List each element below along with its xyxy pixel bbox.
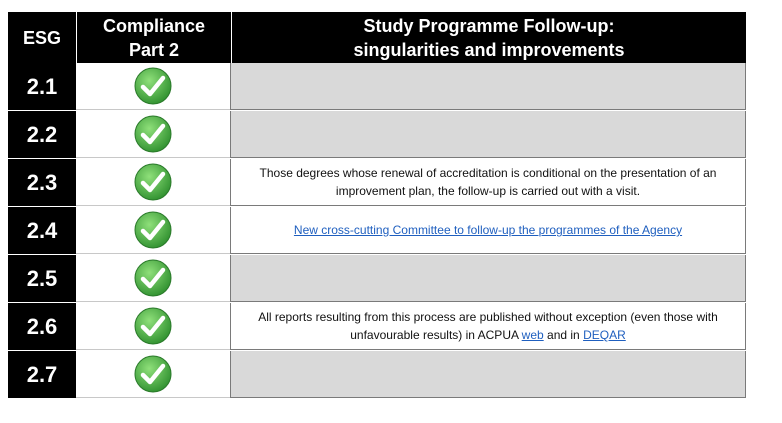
compliance-cell: [76, 207, 230, 254]
table-row: [8, 207, 746, 255]
compliance-cell: [76, 63, 230, 110]
check-circle-icon: [133, 258, 173, 298]
check-circle-icon: [133, 66, 173, 106]
esg-number: 2.6: [8, 303, 76, 350]
deqar-link[interactable]: DEQAR: [583, 328, 626, 342]
follow-up-cell: [230, 111, 746, 158]
esg-number: 2.3: [8, 159, 76, 206]
compliance-cell: [76, 351, 230, 398]
compliance-cell: [76, 255, 230, 302]
committee-link[interactable]: New cross-cutting Committee to follow-up the programmes of the Agency: [293, 223, 683, 237]
compliance-cell: [76, 303, 230, 350]
follow-up-cell: [230, 207, 746, 254]
follow-up-cell: [230, 255, 746, 302]
table-header: [8, 12, 746, 63]
follow-up-cell: Those degrees whose renewal of accreditation is conditional on the presentation of an improvement plan, the follow-up is carried out with a visit.: [230, 159, 746, 206]
esg-number: 2.1: [8, 63, 76, 110]
table-row: [8, 303, 746, 351]
compliance-cell: [76, 111, 230, 158]
esg-number: 2.2: [8, 111, 76, 158]
esg-number: 2.7: [8, 351, 76, 398]
check-circle-icon: [133, 354, 173, 394]
esg-compliance-table: [8, 12, 746, 399]
follow-up-cell: [230, 351, 746, 398]
header-follow-up: Study Programme Follow-up: singularities and improvements: [231, 12, 746, 63]
table-row: [8, 255, 746, 303]
check-circle-icon: [133, 210, 173, 250]
web-link[interactable]: web: [521, 328, 544, 342]
check-circle-icon: [133, 114, 173, 154]
table-row: [8, 111, 746, 159]
reports-text: All reports resulting from this process are published without exception (even those with unfavourable results) in ACPUA: [258, 310, 718, 342]
compliance-cell: [76, 159, 230, 206]
header-esg: ESG: [8, 12, 76, 63]
esg-number: 2.4: [8, 207, 76, 254]
check-circle-icon: [133, 306, 173, 346]
follow-up-cell: [230, 63, 746, 110]
table-row: [8, 159, 746, 207]
follow-up-cell: [230, 303, 746, 350]
table-row: [8, 351, 746, 399]
header-compliance: Compliance Part 2: [76, 12, 231, 63]
check-circle-icon: [133, 162, 173, 202]
esg-number: 2.5: [8, 255, 76, 302]
table-row: [8, 63, 746, 111]
and-in-text: and in: [547, 328, 580, 342]
